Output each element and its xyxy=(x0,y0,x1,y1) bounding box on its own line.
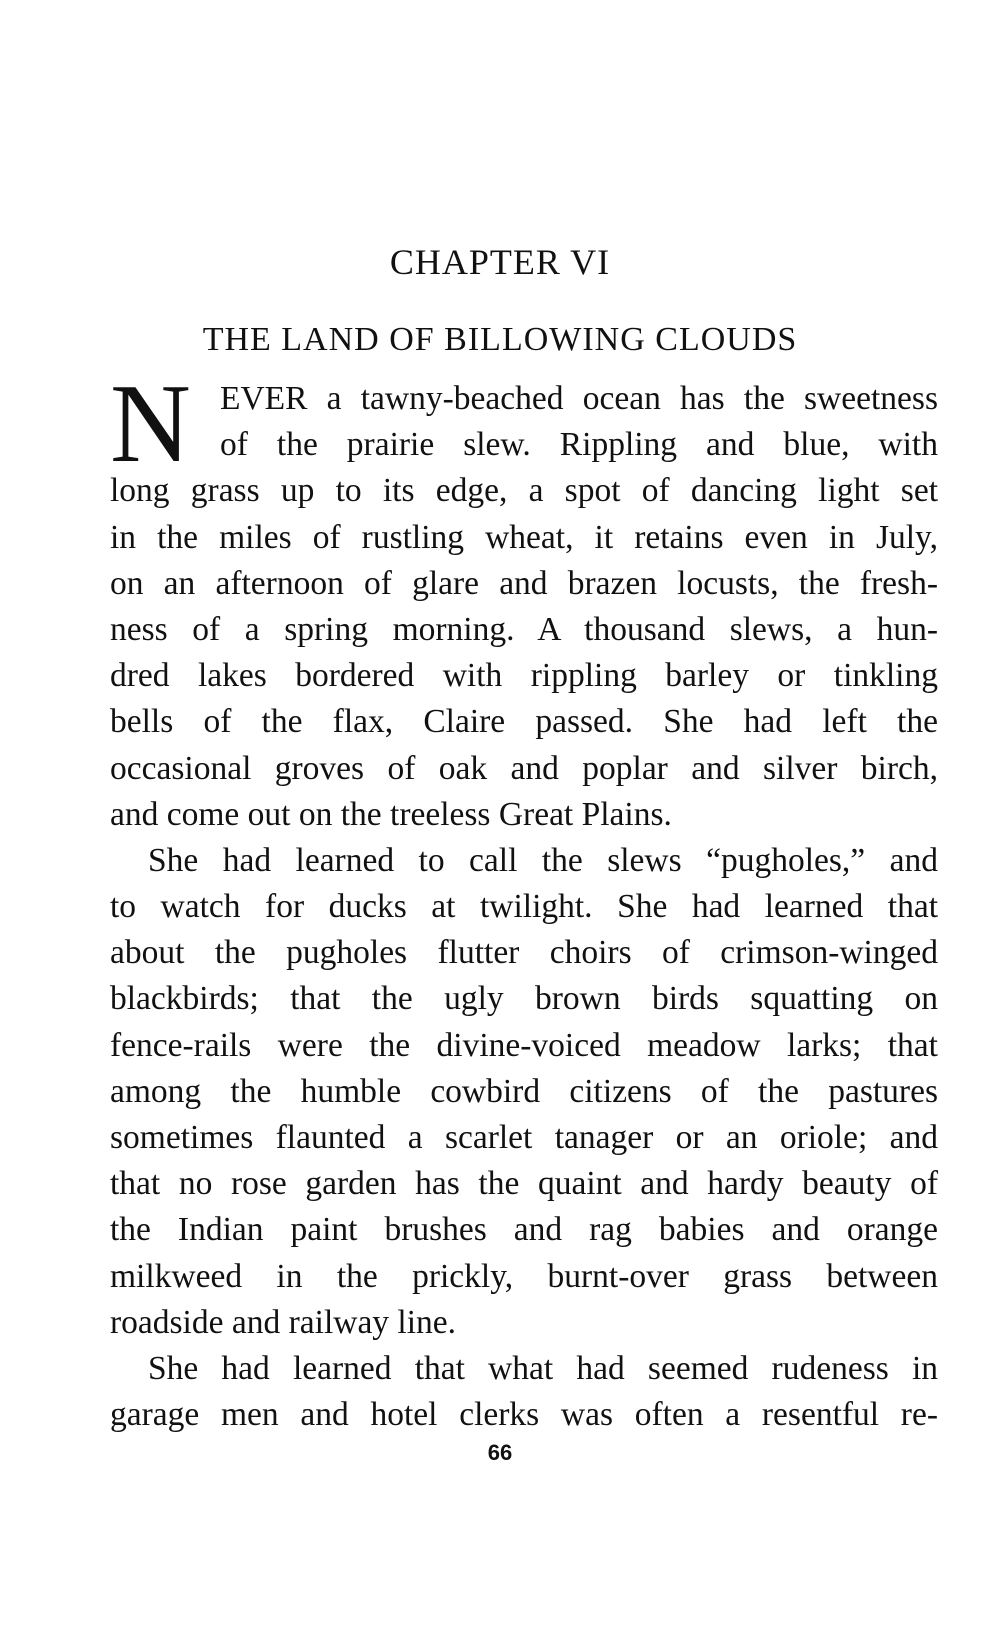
text-line: dred lakes bordered with rippling barley or tinkling xyxy=(110,657,938,695)
text-line: occasional groves of oak and poplar and silver birch, xyxy=(110,749,938,787)
text-line: She had learned to call the slews “pugholes,” and xyxy=(148,841,938,879)
body-text xyxy=(110,362,938,1438)
chapter-number: CHAPTER VI xyxy=(389,242,611,282)
page-number: 66 xyxy=(487,1440,513,1465)
text-line: milkweed in the prickly, burnt-over grass between xyxy=(110,1257,938,1295)
text-line: blackbirds; that the ugly brown birds squatting on xyxy=(110,980,938,1018)
text-line: garage men and hotel clerks was often a resentful re- xyxy=(110,1396,938,1434)
text-line: She had learned that what had seemed rudeness in xyxy=(148,1349,938,1387)
text-line: ness of a spring morning. A thousand slews, a hun- xyxy=(110,610,938,648)
text-line: about the pugholes flutter choirs of crimson-winged xyxy=(110,934,938,972)
text-line: and come out on the treeless Great Plains. xyxy=(110,795,672,833)
text-line: bells of the flax, Claire passed. She had left the xyxy=(110,703,938,741)
text-line: sometimes flaunted a scarlet tanager or an oriole; and xyxy=(110,1119,938,1156)
chapter-title: THE LAND OF BILLOWING CLOUDS xyxy=(202,321,798,358)
text-line: the Indian paint brushes and rag babies and orange xyxy=(110,1211,938,1249)
text-line: fence-rails were the divine-voiced meadow larks; that xyxy=(110,1026,938,1064)
text-line: among the humble cowbird citizens of the pastures xyxy=(110,1072,938,1110)
text-line: that no rose garden has the quaint and hardy beauty of xyxy=(110,1165,938,1203)
text-line: in the miles of rustling wheat, it retains even in July, xyxy=(110,518,938,556)
text-line: EVER a tawny-beached ocean has the sweetness xyxy=(220,380,938,417)
text-line: of the prairie slew. Rippling and blue, with xyxy=(220,426,938,464)
text-line: on an afternoon of glare and brazen locusts, the fresh- xyxy=(110,564,938,602)
text-line: long grass up to its edge, a spot of dancing light set xyxy=(110,472,938,510)
text-line: roadside and railway line. xyxy=(110,1303,457,1341)
drop-cap: N xyxy=(110,362,191,486)
text-line: to watch for ducks at twilight. She had learned that xyxy=(110,888,938,926)
